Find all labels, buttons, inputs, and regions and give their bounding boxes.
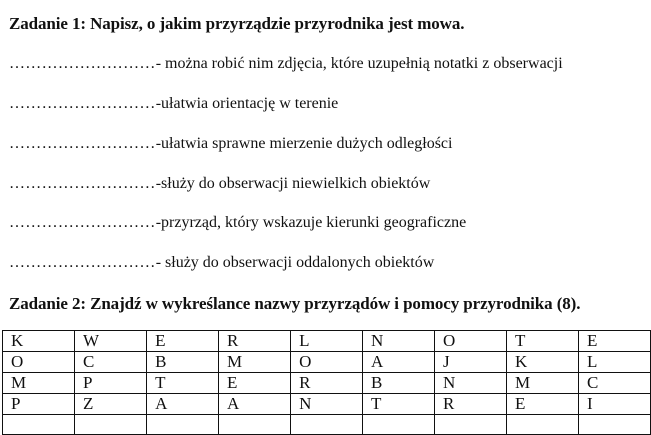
grid-cell[interactable]: [147, 415, 219, 435]
task1-item-description: -ułatwia sprawne mierzenie dużych odległości: [155, 135, 453, 152]
task1-item-3: [9, 135, 452, 153]
task1-item-description: -przyrząd, który wskazuje kierunki geograficzne: [155, 214, 467, 231]
grid-row: [3, 394, 651, 415]
answer-blank[interactable]: ………………………: [9, 254, 156, 271]
grid-cell[interactable]: T: [147, 373, 219, 394]
grid-cell[interactable]: [75, 415, 147, 435]
grid-cell[interactable]: Z: [75, 394, 147, 415]
grid-cell[interactable]: L: [579, 352, 651, 373]
grid-row: [3, 415, 651, 435]
grid-row: [3, 373, 651, 394]
task1-item-description: -służy do obserwacji niewielkich obiektów: [155, 175, 431, 192]
grid-cell[interactable]: R: [219, 331, 291, 352]
task1-item-description: - służy do obserwacji oddalonych obiektów: [155, 254, 435, 271]
grid-cell[interactable]: O: [3, 352, 75, 373]
task1-item-1: [9, 55, 563, 73]
grid-cell[interactable]: M: [3, 373, 75, 394]
task2-heading: Zadanie 2: Znajdź w wykreślance nazwy przyrządów i pomocy przyrodnika (8).: [9, 294, 581, 313]
grid-cell[interactable]: R: [291, 373, 363, 394]
grid-cell[interactable]: [219, 415, 291, 435]
grid-cell[interactable]: [435, 415, 507, 435]
grid-cell[interactable]: [579, 415, 651, 435]
grid-cell[interactable]: E: [147, 331, 219, 352]
grid-cell[interactable]: T: [506, 331, 578, 352]
answer-blank[interactable]: ………………………: [9, 175, 156, 192]
task1-item-description: -ułatwia orientację w terenie: [155, 95, 339, 112]
grid-cell[interactable]: L: [291, 331, 363, 352]
grid-cell[interactable]: C: [75, 352, 147, 373]
grid-cell[interactable]: E: [219, 373, 291, 394]
grid-cell[interactable]: [291, 415, 363, 435]
grid-cell[interactable]: C: [579, 373, 651, 394]
grid-cell[interactable]: [3, 415, 75, 435]
grid-cell[interactable]: A: [147, 394, 219, 415]
word-search-grid: [2, 330, 651, 435]
answer-blank[interactable]: ………………………: [9, 55, 156, 72]
grid-row: [3, 331, 651, 352]
grid-cell[interactable]: E: [506, 394, 578, 415]
grid-cell[interactable]: R: [435, 394, 507, 415]
grid-cell[interactable]: J: [435, 352, 507, 373]
answer-blank[interactable]: ………………………: [9, 95, 156, 112]
answer-blank[interactable]: ………………………: [9, 135, 156, 152]
grid-cell[interactable]: N: [291, 394, 363, 415]
grid-cell[interactable]: A: [363, 352, 435, 373]
grid-cell[interactable]: I: [579, 394, 651, 415]
grid-cell[interactable]: K: [506, 352, 578, 373]
task1-item-description: - można robić nim zdjęcia, które uzupełnią notatki z obserwacji: [155, 55, 563, 72]
grid-cell[interactable]: P: [75, 373, 147, 394]
grid-cell[interactable]: A: [219, 394, 291, 415]
grid-cell[interactable]: M: [219, 352, 291, 373]
grid-cell[interactable]: [506, 415, 578, 435]
task1-item-2: [9, 95, 338, 113]
grid-cell[interactable]: W: [75, 331, 147, 352]
grid-cell[interactable]: T: [363, 394, 435, 415]
grid-cell[interactable]: O: [291, 352, 363, 373]
grid-cell[interactable]: K: [3, 331, 75, 352]
grid-cell[interactable]: [363, 415, 435, 435]
answer-blank[interactable]: ………………………: [9, 214, 156, 231]
grid-cell[interactable]: B: [363, 373, 435, 394]
grid-row: [3, 352, 651, 373]
grid-cell[interactable]: M: [506, 373, 578, 394]
grid-cell[interactable]: N: [363, 331, 435, 352]
grid-cell[interactable]: N: [435, 373, 507, 394]
task1-item-5: [9, 214, 466, 232]
grid-cell[interactable]: E: [579, 331, 651, 352]
grid-cell[interactable]: B: [147, 352, 219, 373]
task1-item-4: [9, 175, 430, 193]
grid-cell[interactable]: P: [3, 394, 75, 415]
grid-cell[interactable]: O: [435, 331, 507, 352]
task1-heading: Zadanie 1: Napisz, o jakim przyrządzie przyrodnika jest mowa.: [9, 14, 465, 33]
task1-item-6: [9, 254, 434, 272]
